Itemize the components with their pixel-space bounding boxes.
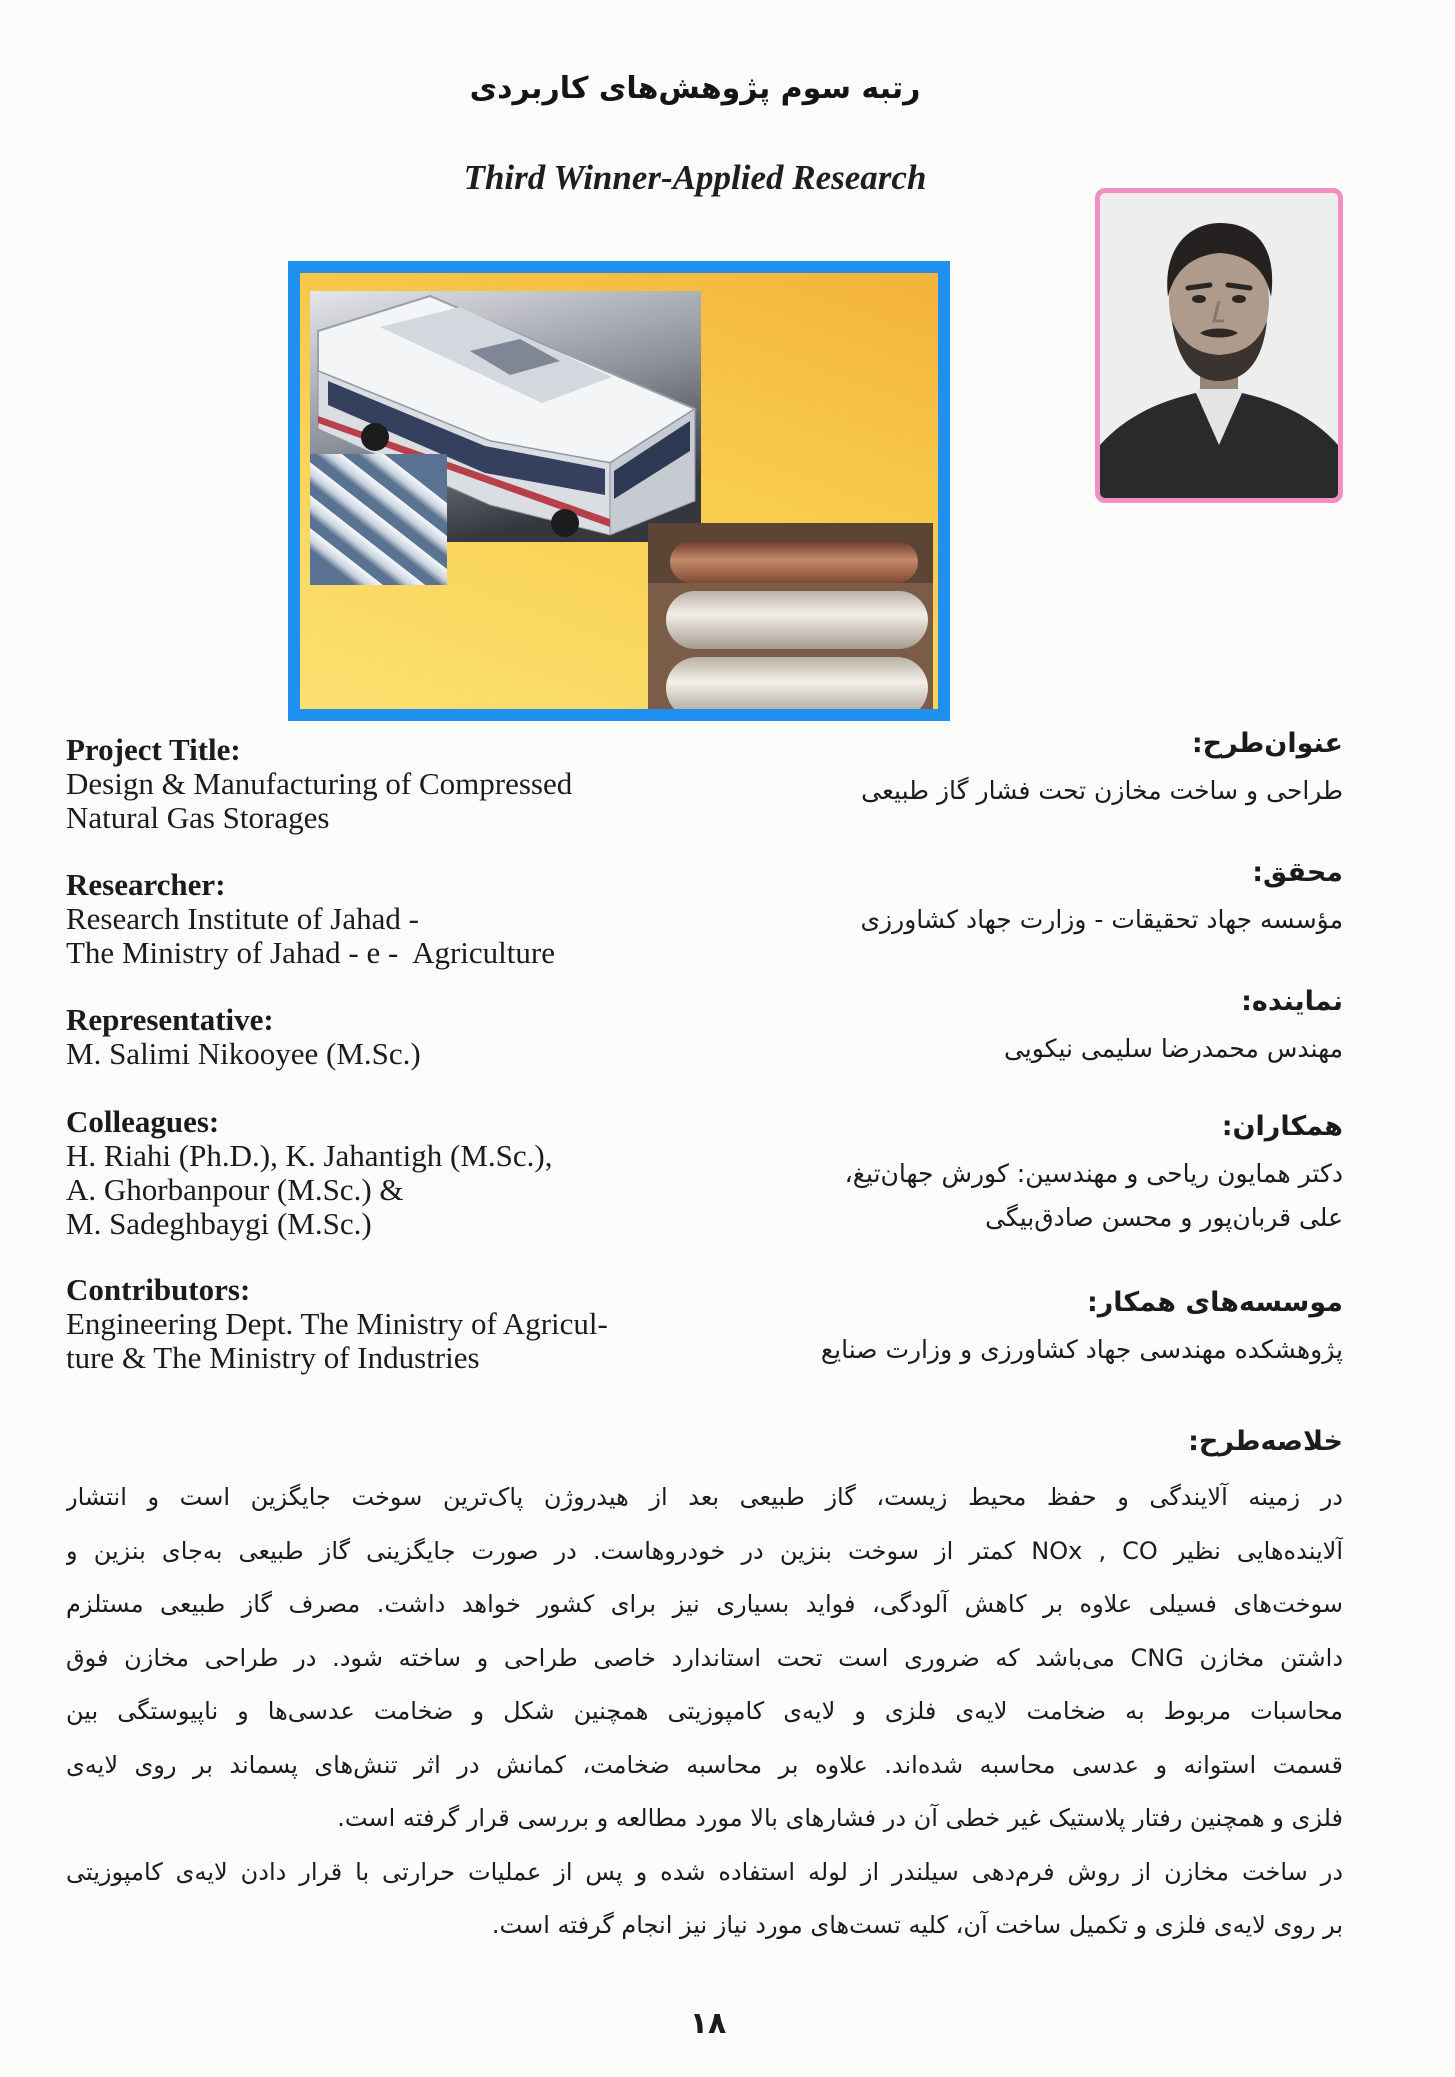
colleagues-line: A. Ghorbanpour (M.Sc.) &	[66, 1172, 404, 1207]
colleagues-label: Colleagues:	[66, 1104, 220, 1139]
tanks-illustration	[648, 523, 933, 709]
contributors-block-fa	[703, 1283, 1343, 1372]
contributors-line: ture & The Ministry of Industries	[66, 1340, 480, 1375]
representative-label-fa: نماینده:	[1241, 986, 1343, 1017]
project-title-line: Design & Manufacturing of Compressed	[66, 766, 573, 801]
project-title-label-fa: عنوان‌طرح:	[1191, 728, 1343, 759]
researcher-label: Researcher:	[66, 867, 226, 902]
summary-line: سوخت‌های فسیلی علاوه بر کاهش آلودگی، فواید بسیاری نیز برای کشور خواهد داشت. مصرف گاز طبیعی مستلزم	[66, 1590, 1343, 1618]
researcher-label-fa: محقق:	[1252, 857, 1343, 888]
researcher-portrait-photo	[1095, 188, 1343, 503]
project-title-label: Project Title:	[66, 732, 241, 767]
researcher-block-fa	[703, 853, 1343, 942]
summary-heading: خلاصه‌طرح:	[1188, 1426, 1343, 1457]
contributors-line: Engineering Dept. The Ministry of Agricul-	[66, 1306, 608, 1341]
representative-line: M. Salimi Nikooyee (M.Sc.)	[66, 1036, 421, 1071]
researcher-line: The Ministry of Jahad - e - Agriculture	[66, 935, 555, 970]
project-collage-image	[288, 261, 950, 721]
summary-line: بر روی لایه‌ی فلزی و تکمیل ساخت آن، کلیه تست‌های مورد نیاز نیز انجام گرفته است.	[491, 1911, 1343, 1939]
project-title-line-fa: طراحی و ساخت مخازن تحت فشار گاز طبیعی	[861, 776, 1343, 805]
tanks-photo	[648, 523, 933, 709]
summary-paragraph	[66, 1471, 1343, 1953]
tubes-illustration	[310, 454, 447, 585]
representative-block-fa	[703, 982, 1343, 1071]
summary-line: قسمت استوانه و عدسی محاسبه شده‌اند. علاوه بر محاسبه ضخامت، کمانش در اثر تنش‌های پسماند بر روی لایه‌ی	[66, 1750, 1343, 1779]
summary-line: در ساخت مخازن از روش فرم‌دهی سیلندر از لوله استفاده شده و پس از عملیات حرارتی با قرار دادن لایه‌ی کامپوزیتی	[66, 1857, 1343, 1886]
summary-line: آلاینده‌هایی نظیر NOx , CO کمتر از سوخت بنزین در خودروهاست. در صورت جایگزینی گاز طبیعی به‌جای بنزین و	[66, 1536, 1343, 1565]
summary-line: در زمینه آلایندگی و حفظ محیط زیست، گاز طبیعی بعد از هیدروژن پاک‌ترین سوخت جایگزین است و انتشار	[66, 1483, 1343, 1511]
page-title-persian: رتبه سوم پژوهش‌های کاربردی	[469, 71, 921, 106]
colleagues-line-fa: دکتر همایون ریاحی و مهندسین: کورش جهان‌تیغ،	[844, 1159, 1343, 1188]
summary-line: داشتن مخازن CNG می‌باشد که ضروری است تحت استاندارد خاصی طراحی و ساخته شود. در طراحی مخازن فوق	[66, 1643, 1343, 1672]
colleagues-block-en	[66, 1105, 686, 1241]
colleagues-line: M. Sadeghbaygi (M.Sc.)	[66, 1206, 372, 1241]
contributors-line-fa: پژوهشکده مهندسی جهاد کشاورزی و وزارت صنایع	[820, 1335, 1343, 1364]
summary-line: محاسبات مربوط به ضخامت لایه‌ی فلزی و لایه‌ی کامپوزیتی همچنین شکل و ضخامت عدسی‌ها و ناپیوستگی بین	[66, 1697, 1343, 1725]
project-title-block-fa	[703, 724, 1343, 813]
colleagues-line-fa: علی قربان‌پور و محسن صادق‌بیگی	[985, 1203, 1343, 1232]
representative-block-en	[66, 1003, 686, 1071]
researcher-line-fa: مؤسسه جهاد تحقیقات - وزارت جهاد کشاورزی	[860, 905, 1343, 934]
summary-line: فلزی و همچنین رفتار پلاستیک غیر خطی آن در فشارهای بالا مورد مطالعه و بررسی قرار گرفته است.	[337, 1804, 1343, 1832]
portrait-illustration	[1100, 193, 1338, 498]
representative-label: Representative:	[66, 1002, 274, 1037]
project-title-block-en	[66, 733, 686, 835]
project-title-line: Natural Gas Storages	[66, 800, 330, 835]
page-number: ۱۸	[689, 2006, 727, 2041]
tubes-photo	[310, 454, 447, 585]
contributors-label: Contributors:	[66, 1272, 251, 1307]
contributors-block-en	[66, 1273, 686, 1375]
researcher-line: Research Institute of Jahad -	[66, 901, 419, 936]
colleagues-label-fa: همکاران:	[1221, 1111, 1343, 1142]
researcher-block-en	[66, 868, 686, 970]
tank-shape	[666, 541, 928, 709]
colleagues-block-fa	[703, 1107, 1343, 1240]
colleagues-line: H. Riahi (Ph.D.), K. Jahantigh (M.Sc.),	[66, 1138, 553, 1173]
representative-line-fa: مهندس محمدرضا سلیمی نیکویی	[1003, 1034, 1343, 1063]
page-title-english: Third Winner-Applied Research	[463, 158, 927, 197]
contributors-label-fa: موسسه‌های همکار:	[1086, 1287, 1343, 1318]
